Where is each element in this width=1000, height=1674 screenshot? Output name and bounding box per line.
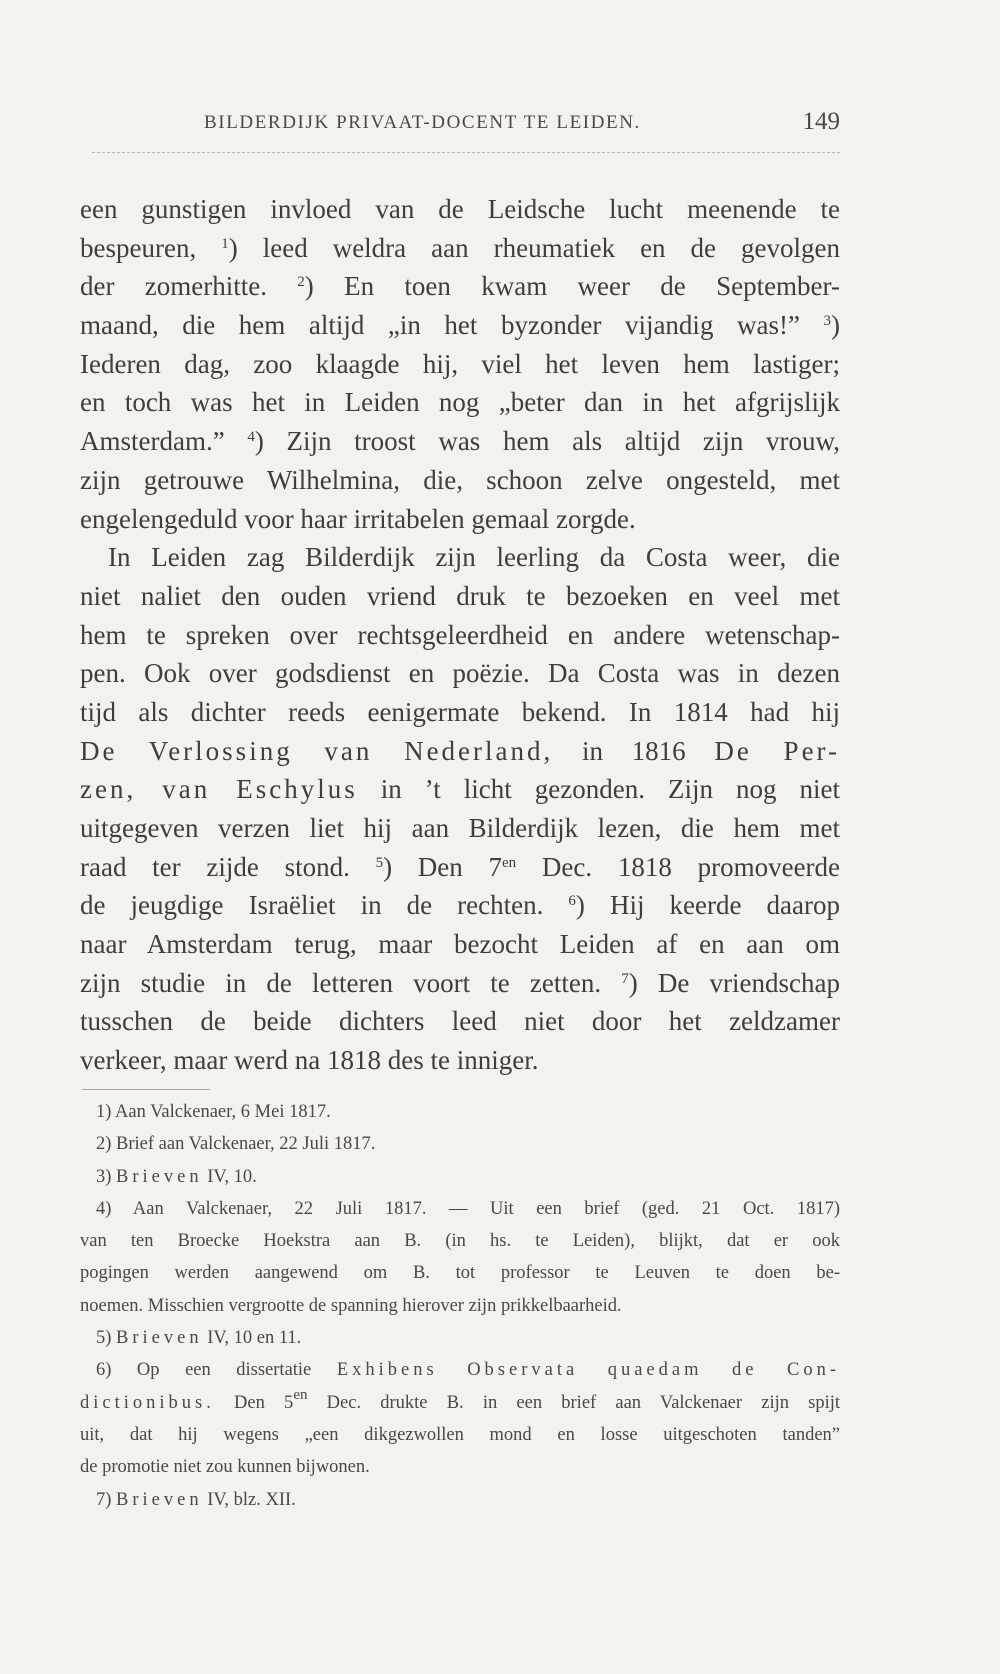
text-line: zen, van Eschylus in ’t licht gezonden. Zijn nog niet xyxy=(80,774,840,805)
text-line: tusschen de beide dichters leed niet door het zeldzamer xyxy=(80,1006,840,1037)
footnote-4: 4) Aan Valckenaer, 22 Juli 1817. — Uit een brief (ged. 21 Oct. 1817) xyxy=(96,1198,840,1219)
footnote-2: 2) Brief aan Valckenaer, 22 Juli 1817. xyxy=(96,1134,376,1155)
footnote-7: 7) Brieven IV, blz. XII. xyxy=(96,1489,296,1510)
text-line: naar Amsterdam terug, maar bezocht Leiden af en aan om xyxy=(80,929,840,960)
footnote-ref: 4 xyxy=(247,429,255,446)
footnote-6-cont: de promotie niet zou kunnen bijwonen. xyxy=(80,1457,370,1478)
text-line: engelengeduld voor haar irritabelen gemaal zorgde. xyxy=(80,503,636,534)
footnotes xyxy=(80,1096,840,1516)
text-line: raad ter zijde stond. $^5$) Den $7^{en}$ Dec. 1818 promoveerde xyxy=(80,851,841,882)
footnote-ref: 7 xyxy=(621,970,629,987)
footnote-4-cont: noemen. Misschien vergrootte de spanning hierover zijn prikkelbaarheid. xyxy=(80,1295,622,1316)
text-line: Iederen dag, zoo klaagde hij, viel het leven hem lastiger; xyxy=(80,348,840,379)
text-line: uitgegeven verzen liet hij aan Bilderdijk lezen, die hem met xyxy=(80,813,840,843)
paragraph-1 xyxy=(80,190,840,538)
footnote-4-cont: van ten Broecke Hoekstra aan B. (in hs. te Leiden), blijkt, dat er ook xyxy=(80,1231,840,1252)
text-line: hem te spreken over rechtsgeleerdheid en andere wetenschap- xyxy=(80,619,840,650)
header-rule xyxy=(92,152,840,153)
footnote-ref: 3 xyxy=(823,313,832,330)
paragraph-2 xyxy=(80,538,840,1080)
spaced-title: zen, van Eschylus xyxy=(80,774,358,805)
spaced-title: De Per- xyxy=(714,735,840,766)
text-line: zijn getrouwe Wilhelmina, die, schoon zelve ongesteld, met xyxy=(80,464,840,495)
text-line: bespeuren, $^1$) leed weldra aan rheumatiek en de gevolgen xyxy=(80,232,841,263)
footnote-6-cont: uit, dat hij wegens „een dikgezwollen mond en losse uitgeschoten tanden” xyxy=(80,1424,840,1445)
footnote-4-cont: pogingen werden aangewend om B. tot professor te Leuven te doen be- xyxy=(80,1263,840,1284)
text-line: pen. Ook over godsdienst en poëzie. Da Costa was in dezen xyxy=(80,658,840,689)
footnote-ref: 2 xyxy=(297,274,305,291)
footnote-5: 5) Brieven IV, 10 en 11. xyxy=(96,1328,302,1349)
footnote-ref: 6 xyxy=(568,893,576,910)
page-number: 149 xyxy=(802,108,840,135)
footnote-6-cont: dictionibus. Den $5^{en}$ Dec. drukte B. in een brief aan Valckenaer zijn spijt xyxy=(80,1386,841,1413)
body-text xyxy=(80,190,840,1080)
footnote-1: 1) Aan Valckenaer, 6 Mei 1817. xyxy=(96,1102,331,1122)
text-line: Amsterdam.” $^4$) Zijn troost was hem als altijd zijn vrouw, xyxy=(80,426,841,457)
text-line: De Verlossing van Nederland, in 1816 De Per- xyxy=(80,735,840,766)
text-line: tijd als dichter reeds eenigermate bekend. In 1814 had hij xyxy=(80,696,840,727)
running-head-title: BILDERDIJK PRIVAAT-DOCENT TE LEIDEN. xyxy=(204,112,641,133)
spaced-title: De Verlossing van Nederland, xyxy=(80,735,554,766)
text-line: maand, die hem altijd „in het byzonder vijandig was!” $^3$) xyxy=(80,310,841,341)
text-line: der zomerhitte. $^2$) En toen kwam weer de September- xyxy=(80,271,840,302)
text-line: niet naliet den ouden vriend druk te bezoeken en veel met xyxy=(80,580,840,611)
footnote-3: 3) Brieven IV, 10. xyxy=(96,1166,257,1187)
footnote-rule xyxy=(82,1089,210,1090)
footnote-ref: 5 xyxy=(375,854,384,871)
text-line: In Leiden zag Bilderdijk zijn leerling da Costa weer, die xyxy=(108,542,840,573)
footnote-6: 6) Op een dissertatie Exhibens Observata quaedam de Con- xyxy=(96,1360,840,1381)
text-line: verkeer, maar werd na 1818 des te inniger. xyxy=(80,1045,539,1076)
text-line: de jeugdige Israëliet in de rechten. $^6$) Hij keerde daarop xyxy=(80,890,840,921)
text-line: zijn studie in de letteren voort te zetten. $^7$) De vriendschap xyxy=(80,967,841,998)
text-line: een gunstigen invloed van de Leidsche lucht meenende te xyxy=(80,194,840,224)
text-line: en toch was het in Leiden nog „beter dan in het afgrijslijk xyxy=(80,387,840,418)
footnote-ref: 1 xyxy=(221,235,229,252)
